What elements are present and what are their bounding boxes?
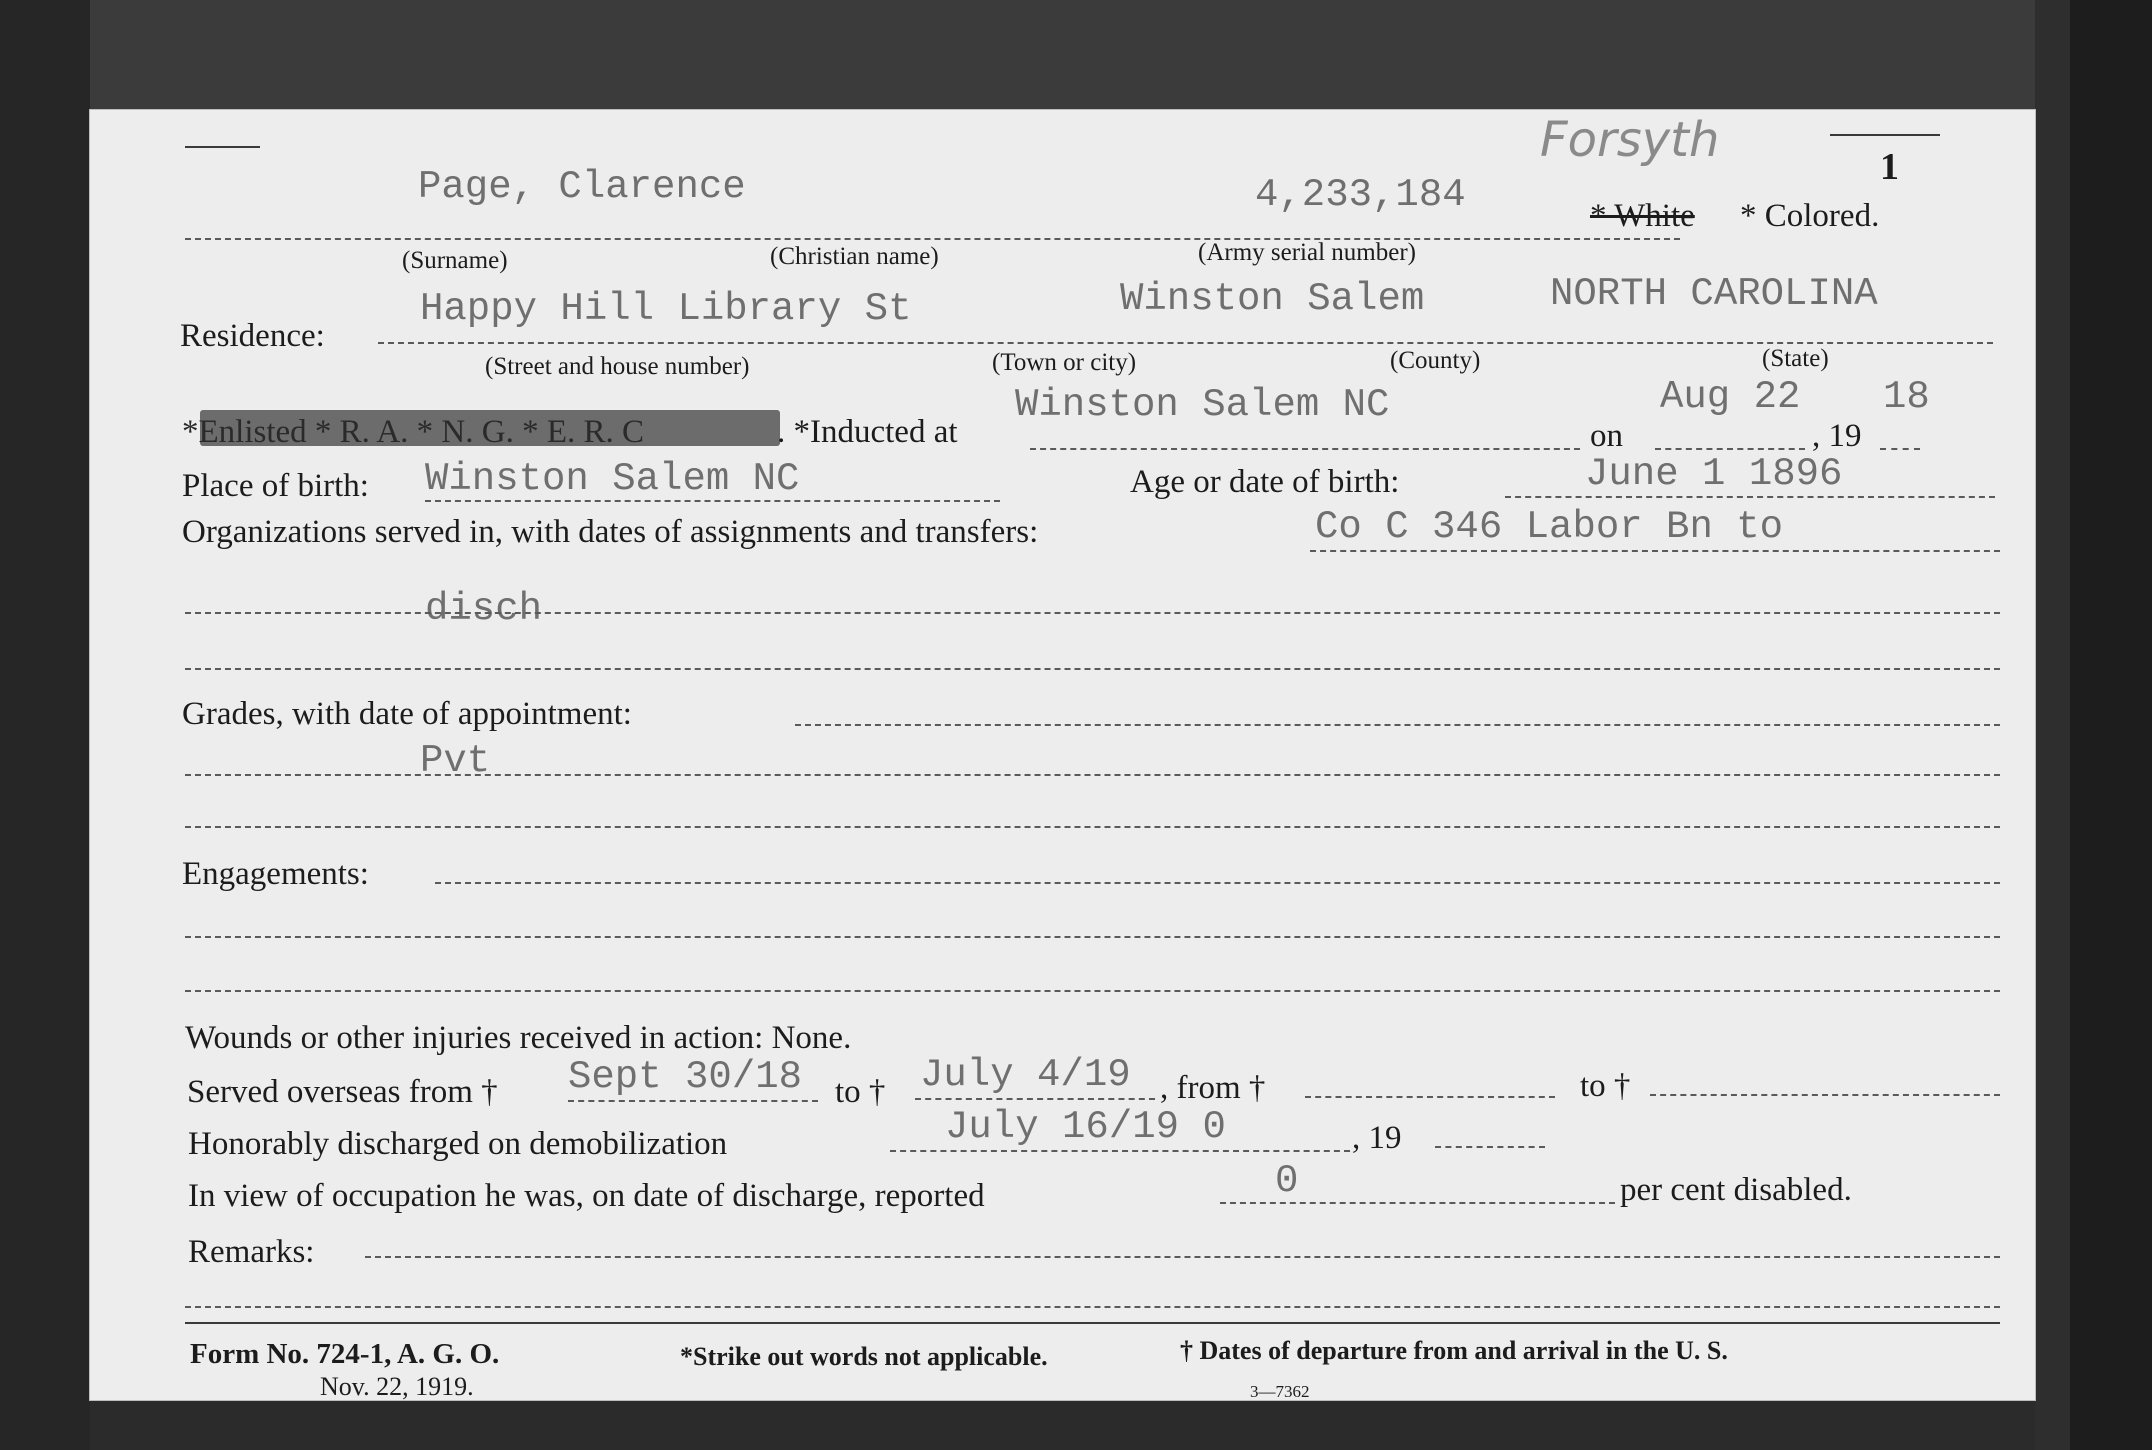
inducted-date-line (1655, 448, 1805, 450)
engagements-line-1 (435, 882, 2000, 884)
organizations-value: Co C 346 Labor Bn to (1315, 505, 1784, 549)
birth-place-line (425, 500, 1000, 502)
overseas-from2-line (1305, 1096, 1555, 1098)
organizations-line-2 (185, 612, 2000, 614)
caption-street: (Street and house number) (485, 353, 750, 380)
residence-town-value: Winston Salem (1120, 277, 1425, 321)
inducted-date-value: Aug 22 (1660, 375, 1801, 419)
card-number-rule (1830, 134, 1940, 136)
grade-value: Pvt (420, 739, 491, 783)
surname-christian-name-value: Page, Clarence (418, 165, 746, 209)
grades-line-2 (185, 774, 2000, 776)
grades-label: Grades, with date of appointment: (182, 696, 632, 732)
year-prefix: , 19 (1812, 418, 1862, 454)
discharge-year-label: , 19 (1352, 1120, 1402, 1156)
birth-date-line (1505, 496, 1995, 498)
print-code: 3—7362 (1250, 1382, 1310, 1401)
inducted-year-value: 18 (1883, 375, 1930, 419)
residence-state-value: NORTH CAROLINA (1550, 272, 1878, 316)
disability-label: In view of occupation he was, on date of discharge, reported (188, 1178, 985, 1214)
overseas-to-value: July 4/19 (920, 1053, 1131, 1097)
scanner-background-left (0, 0, 90, 1450)
remarks-line-2 (185, 1306, 2000, 1308)
strike-note: *Strike out words not applicable. (680, 1342, 1048, 1371)
disability-value: 0 (1275, 1159, 1299, 1203)
dates-note: † Dates of departure from and arrival in the U. S. (1180, 1336, 1728, 1365)
wounds-label: Wounds or other injuries received in action: None. (185, 1020, 852, 1056)
birth-place-label: Place of birth: (182, 468, 369, 504)
overseas-label: Served overseas from † (187, 1074, 498, 1110)
discharge-year-line (1435, 1146, 1545, 1148)
engagements-line-2 (185, 936, 2000, 938)
remarks-line-1 (365, 1256, 2000, 1258)
form-number: Form No. 724-1, A. G. O. (190, 1338, 500, 1370)
birth-date-value: June 1 1896 (1585, 452, 1843, 496)
overseas-from-value: Sept 30/18 (568, 1055, 803, 1099)
organizations-label: Organizations served in, with dates of assignments and transfers: (182, 514, 1039, 550)
inducted-year-line (1880, 448, 1920, 450)
age-label: Age or date of birth: (1130, 464, 1400, 500)
footer-rule (185, 1322, 2000, 1324)
inducted-place-line (1030, 448, 1580, 450)
organizations-line-3 (185, 668, 2000, 670)
inducted-label: . *Inducted at (777, 414, 958, 450)
overseas-from-line (568, 1100, 818, 1102)
overseas-to-label: to † (835, 1074, 886, 1110)
residence-street-value: Happy Hill Library St (420, 287, 912, 331)
caption-army-serial: (Army serial number) (1198, 239, 1416, 266)
remarks-label: Remarks: (188, 1234, 315, 1270)
card-number: 1 (1880, 146, 1899, 188)
caption-town: (Town or city) (992, 349, 1137, 376)
grades-line-3 (185, 826, 2000, 828)
on-label: on (1590, 418, 1623, 454)
race-white-option: * White (1590, 198, 1695, 234)
race-colored-option: * Colored. (1740, 198, 1880, 234)
county-handwritten: Forsyth (1540, 112, 1720, 168)
caption-surname: (Surname) (402, 247, 508, 274)
overseas-to2-label: to † (1580, 1068, 1631, 1104)
residence-label: Residence: (180, 318, 325, 354)
disability-suffix: per cent disabled. (1620, 1172, 1852, 1208)
name-row-line (185, 238, 1680, 240)
caption-state: (State) (1762, 345, 1829, 372)
residence-line (378, 342, 1993, 344)
engagements-label: Engagements: (182, 856, 369, 892)
organizations-value-2: disch (425, 587, 543, 631)
birth-place-value: Winston Salem NC (425, 457, 800, 501)
overseas-from2-label: , from † (1160, 1070, 1266, 1106)
engagements-line-3 (185, 990, 2000, 992)
inducted-place-value: Winston Salem NC (1015, 383, 1390, 427)
caption-county: (County) (1390, 347, 1481, 374)
caption-christian-name: (Christian name) (770, 243, 939, 270)
serial-number-value: 4,233,184 (1255, 173, 1466, 217)
discharge-date-line (890, 1150, 1350, 1152)
scanner-background-edge (2070, 0, 2152, 1450)
scanner-background-top (0, 0, 2152, 110)
discharge-date-value: July 16/19 0 (945, 1105, 1226, 1149)
enlisted-options: *Enlisted * R. A. * N. G. * E. R. C (182, 414, 645, 450)
disability-line (1220, 1202, 1615, 1204)
grades-line-1 (795, 724, 2000, 726)
overseas-to-line (915, 1098, 1155, 1100)
overseas-to2-line (1650, 1094, 2000, 1096)
form-date: Nov. 22, 1919. (320, 1372, 474, 1401)
service-record-card (90, 110, 2035, 1400)
organizations-line-1 (1310, 550, 2000, 552)
top-left-rule (185, 146, 260, 148)
discharge-label: Honorably discharged on demobilization (188, 1126, 728, 1162)
